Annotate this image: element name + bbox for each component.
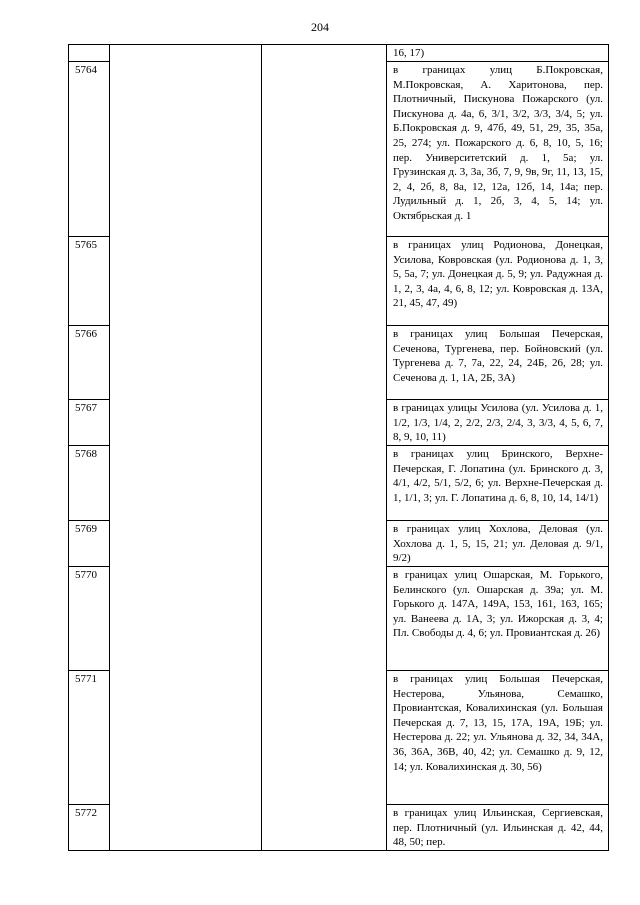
row-description: в границах улиц Ильинская, Сергиевская, пер. Плотничный (ул. Ильинская д. 42, 44, 48, 50; пер. [387,805,609,851]
row-number: 5764 [69,62,110,237]
page-number: 204 [311,20,329,34]
row-number: 5769 [69,521,110,567]
row-description: в границах улиц Большая Печерская, Сеченова, Тургенева, пер. Бойновский (ул. Тургенева д. 7, 7а, 22, 24, 24Б, 26, 28; ул. Сеченова д. 1, 1А, 2Б, 3А) [387,326,609,400]
row-number: 5771 [69,671,110,805]
row-number: 5765 [69,237,110,326]
row-number: 5770 [69,567,110,671]
row-description: в границах улиц Бринского, Верхне-Печерская, Г. Лопатина (ул. Бринского д. 3, 4/1, 4/2, 5/1, 5/2, 6; ул. Верхне-Печерская д. 1, 1/1, 3; ул. Г. Лопатина д. 6, 8, 10, 14, 14/1) [387,446,609,521]
row-number [69,45,110,62]
row-description: в границах улиц Ошарская, М. Горького, Белинского (ул. Ошарская д. 39а; ул. М. Горького д. 147А, 149А, 153, 161, 163, 165; ул. Ванеева д. 1А, 3; ул. Ижорская д. 3, 4; Пл. Свободы д. 4, 6; ул. Провиантская д. 26) [387,567,609,671]
row-description: в границах улиц Б.Покровская, М.Покровская, А. Харитонова, пер. Плотничный, Пискунова Пожарского (ул. Пискунова д. 4а, 6, 3/1, 3/2, 3/3, 3/4, 5; ул. Б.Покровская д. 9, 47б, 49, 51, 29, 35, 35а, 25, 274; ул. Пожарского д. 6, 8, 10, 5, 16; пер. Университетский д. 1, 5а; ул. Грузинская д. 3, 3а, 3б, 7, 9, 9в, 9г, 11, 13, 15, 2, 4, 2б, 8, 8а, 12, 12а, 12б, 14, 14а; пер. Лудильный д. 1, 2б, 3, 4, 5, 14; ул. Октябрьская д. 1 [387,62,609,237]
row-number: 5766 [69,326,110,400]
row-number: 5767 [69,400,110,446]
row-description: в границах улиц Большая Печерская, Нестерова, Ульянова, Семашко, Провиантская, Ковалихинская (ул. Большая Печерская д. 7, 13, 15, 17А, 19А, 19Б; ул. Нестерова д. 22; ул. Ульянова д. 32, 34, 34А, 36, 36А, 36В, 40, 42; ул. Семашко д. 9, 12, 14; ул. Ковалихинская д. 30, 56) [387,671,609,805]
table-row [69,45,609,62]
row-description: в границах улицы Усилова (ул. Усилова д. 1, 1/2, 1/3, 1/4, 2, 2/2, 2/3, 2/4, 3, 3/3, 4, 5, 6, 7, 8, 9, 10, 11) [387,400,609,446]
row-description: в границах улиц Родионова, Донецкая, Усилова, Ковровская (ул. Родионова д. 1, 3, 5, 5а, 7; ул. Донецкая д. 5, 9; ул. Радужная д. 1, 2, 3, 4а, 4, 6, 8, 12; ул. Ковровская д. 13А, 21, 45, 47, 49) [387,237,609,326]
row-description: 16, 17) [387,45,609,62]
empty-column-3 [262,45,387,851]
empty-column-2 [110,45,262,851]
row-number: 5768 [69,446,110,521]
row-number: 5772 [69,805,110,851]
address-table [68,44,609,851]
row-description: в границах улиц Хохлова, Деловая (ул. Хохлова д. 1, 5, 15, 21; ул. Деловая д. 9/1, 9/2) [387,521,609,567]
